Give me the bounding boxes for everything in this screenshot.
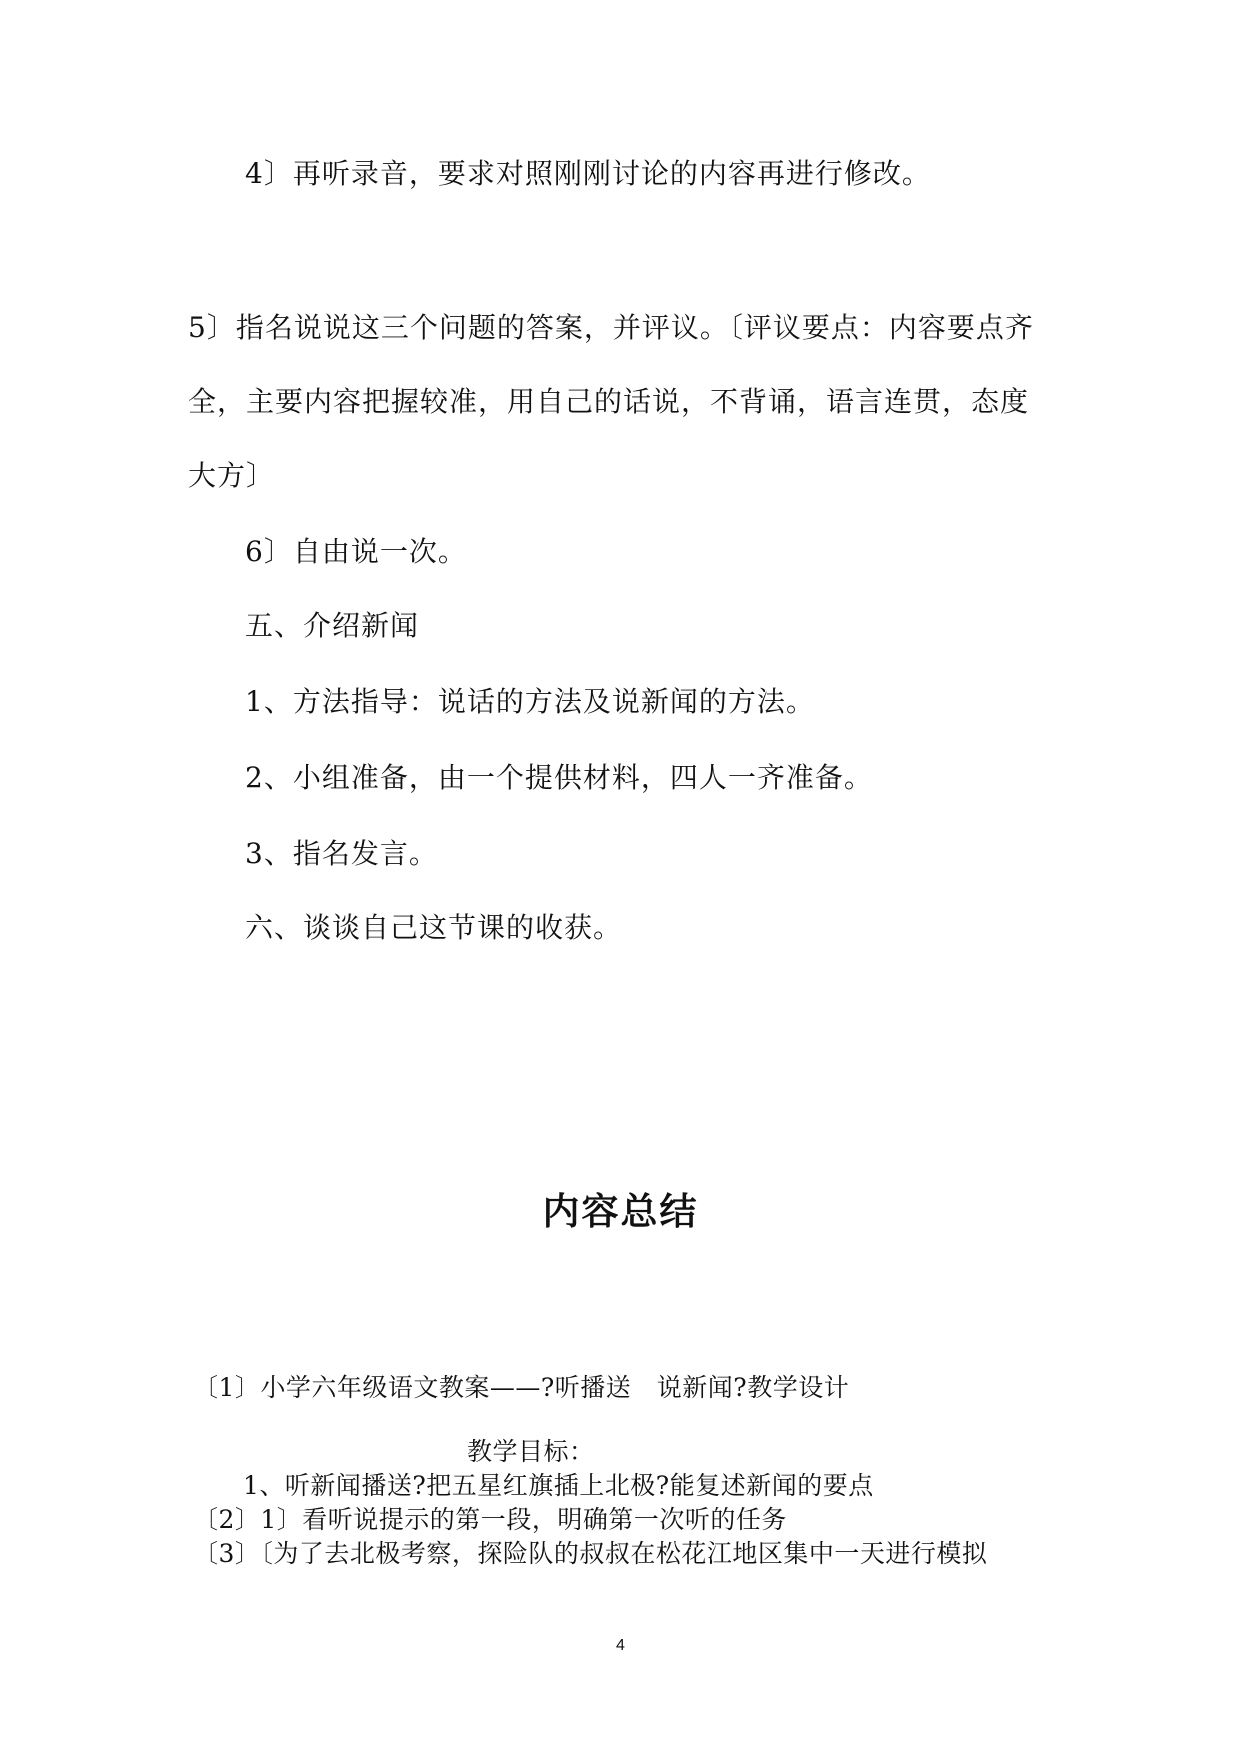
paragraph-step-5-line-3: 大方〕 [188, 459, 276, 492]
section-heading-five: 五、介绍新闻 [245, 609, 420, 642]
page-number: 4 [616, 1637, 625, 1654]
list-item-group-prep: 2、小组准备，由一个提供材料，四人一齐准备。 [245, 761, 873, 794]
summary-objectives-label: 教学目标： [467, 1437, 595, 1466]
summary-item-2: 〔2〕1〕看听说提示的第一段，明确第一次听的任务 [193, 1505, 787, 1534]
summary-title: 内容总结 [542, 1190, 699, 1233]
paragraph-step-5-line-1: 5〕指名说说这三个问题的答案，并评议。〔评议要点：内容要点齐 [188, 311, 1034, 344]
section-heading-six: 六、谈谈自己这节课的收获。 [245, 911, 623, 944]
paragraph-step-6: 6〕自由说一次。 [245, 535, 467, 568]
list-item-speech: 3、指名发言。 [245, 837, 438, 870]
paragraph-step-4: 4〕再听录音，要求对照刚刚讨论的内容再进行修改。 [245, 157, 931, 190]
summary-objective-1: 1、听新闻播送?把五星红旗插上北极?能复述新闻的要点 [243, 1471, 874, 1500]
list-item-method: 1、方法指导：说话的方法及说新闻的方法。 [245, 685, 815, 718]
summary-item-1: 〔1〕小学六年级语文教案——?听播送 说新闻?教学设计 [193, 1373, 850, 1402]
summary-item-3: 〔3〕〔为了去北极考察，探险队的叔叔在松花江地区集中一天进行模拟 [193, 1539, 988, 1568]
paragraph-step-5-line-2: 全，主要内容把握较准，用自己的话说，不背诵，语言连贯，态度 [188, 385, 1030, 418]
